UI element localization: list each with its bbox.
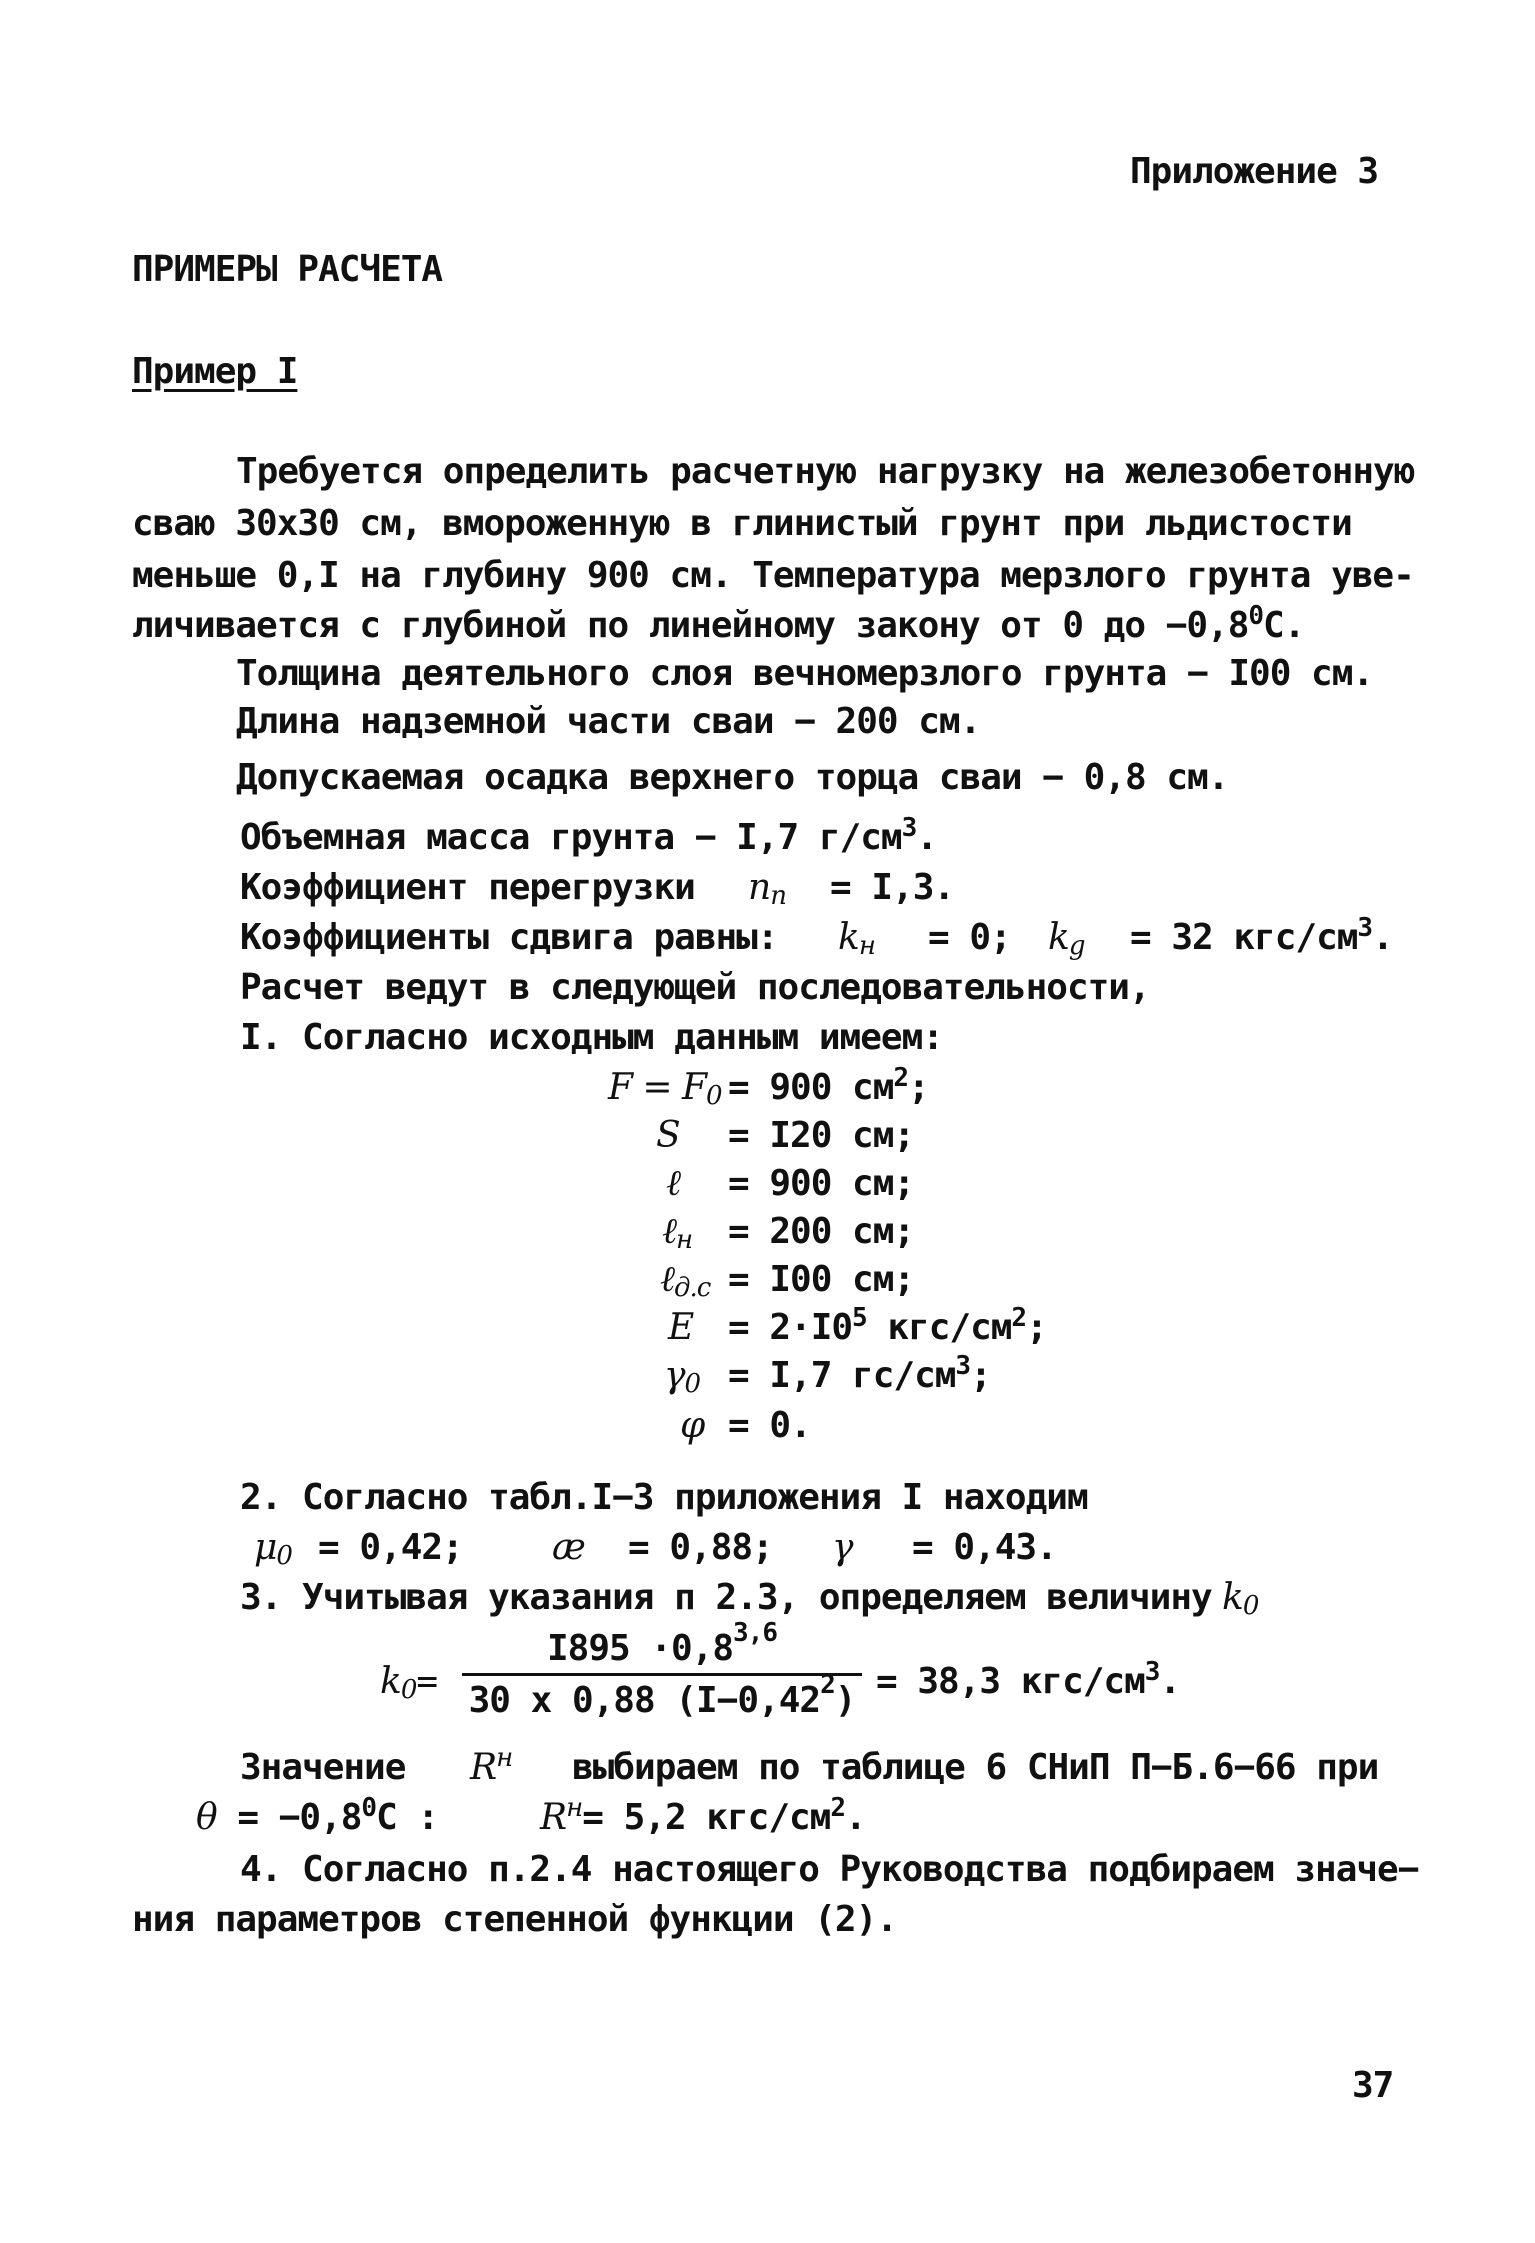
soil-mass-line: Объемная масса грунта − I,7 $г/см^3$. bbox=[240, 813, 937, 858]
formula-denominator: 30 х 0,88 $(I-0,42^2)$ bbox=[468, 1670, 856, 1721]
kappa-value: = 0,88; bbox=[628, 1527, 773, 1568]
mu-symbol: $\mu_0$ bbox=[254, 1527, 292, 1571]
step3-intro: 3. Учитывая указания п 2.3, определяем величину bbox=[240, 1577, 1212, 1618]
mu-value: = 0,42; bbox=[318, 1527, 463, 1568]
shear-label: Коэффициенты сдвига равны: bbox=[240, 917, 778, 958]
param-l-value: = 900 см; bbox=[728, 1163, 915, 1204]
formula-result: = 38,3 кгс/$см^3$. bbox=[876, 1657, 1181, 1702]
appendix-label: Приложение 3 bbox=[1130, 151, 1379, 192]
intro-line-4: личивается с глубиной по линейному закону от 0 до $-0,8^0С$. bbox=[132, 601, 1305, 646]
rn-value-line: $R^н= 5,2$ кгс/$см^2$. bbox=[540, 1793, 866, 1838]
formula-fraction bbox=[462, 1618, 862, 1721]
param-F: $F = F_0$ bbox=[608, 1067, 722, 1111]
param-phi-value: = 0. bbox=[728, 1405, 811, 1446]
kg-value: = 32 кгс/$см^3$. bbox=[1130, 913, 1393, 958]
intro-line-7: Допускаемая осадка верхнего торца сваи − 0,8 см. bbox=[236, 757, 1229, 798]
overload-symbol: $n_п$ bbox=[748, 867, 786, 911]
param-phi: φ bbox=[680, 1405, 705, 1446]
fraction-bar bbox=[462, 1673, 862, 1676]
example-title: Пример I bbox=[132, 351, 298, 392]
overload-value: = I,3. bbox=[830, 867, 955, 908]
param-gamma: $\gamma_0$ bbox=[664, 1355, 701, 1399]
kn-symbol: $k_н$ bbox=[838, 917, 875, 961]
formula-lhs: $k_0=$ bbox=[380, 1661, 438, 1705]
intro-line-5: Толщина деятельного слоя вечномерзлого грунта − I00 см. bbox=[236, 653, 1374, 694]
param-E: E bbox=[668, 1307, 694, 1348]
param-E-value: = $2\cdot I0^5$ кгс/$см^2$; bbox=[728, 1303, 1047, 1348]
rn-symbol: $R^н$ bbox=[470, 1743, 513, 1788]
param-l: ℓ bbox=[666, 1163, 680, 1204]
param-ln-value: = 200 см; bbox=[728, 1211, 915, 1252]
kg-symbol: $k_g$ bbox=[1048, 917, 1085, 961]
param-lds-value: = I00 см; bbox=[728, 1259, 915, 1300]
kappa-symbol: æ bbox=[552, 1527, 585, 1568]
overload-label: Коэффициент перегрузки bbox=[240, 867, 695, 908]
k0-symbol: $k_0$ bbox=[1222, 1577, 1259, 1621]
sequence-line: Расчет ведут в следующей последовательности, bbox=[240, 967, 1150, 1008]
intro-line-2: сваю 30х30 см, вмороженную в глинистый грунт при льдистости bbox=[132, 503, 1352, 544]
param-gamma-value: = I,7 $гс/см^3$; bbox=[728, 1351, 991, 1396]
section-title: ПРИМЕРЫ РАСЧЕТА bbox=[132, 249, 443, 290]
kn-value: = 0; bbox=[928, 917, 1011, 958]
page-number: 37 bbox=[1352, 2065, 1394, 2106]
param-F-value: = 900 $см^2$; bbox=[728, 1063, 929, 1108]
param-S: S bbox=[656, 1115, 680, 1156]
intro-line-1: Требуется определить расчетную нагрузку на железобетонную bbox=[236, 451, 1415, 492]
theta-line: $\theta = -0,8^0С$ : bbox=[196, 1793, 439, 1838]
param-S-value: = I20 см; bbox=[728, 1115, 915, 1156]
gamma-value: = 0,43. bbox=[912, 1527, 1057, 1568]
step4-line-1: 4. Согласно п.2.4 настоящего Руководства подбираем значе− bbox=[240, 1849, 1419, 1890]
intro-line-6: Длина надземной части сваи − 200 см. bbox=[236, 701, 981, 742]
formula-numerator: $I895 \cdot 0,8^{3,6}$ bbox=[546, 1618, 778, 1669]
param-lds: ℓ$_{д.с}$ bbox=[660, 1259, 711, 1303]
rn-text: выбираем по таблице 6 СНиП П−Б.6−66 при bbox=[572, 1747, 1379, 1788]
step4-line-2: ния параметров степенной функции (2). bbox=[132, 1899, 897, 1940]
param-ln: ℓ$_н$ bbox=[662, 1211, 693, 1255]
step1-intro: I. Согласно исходным данным имеем: bbox=[240, 1017, 943, 1058]
step2-intro: 2. Согласно табл.I−3 приложения I находим bbox=[240, 1477, 1088, 1518]
gamma-symbol: γ bbox=[832, 1527, 853, 1568]
rn-intro: Значение bbox=[240, 1747, 406, 1788]
intro-line-3: меньше 0,I на глубину 900 см. Температура мерзлого грунта уве- bbox=[132, 555, 1414, 596]
